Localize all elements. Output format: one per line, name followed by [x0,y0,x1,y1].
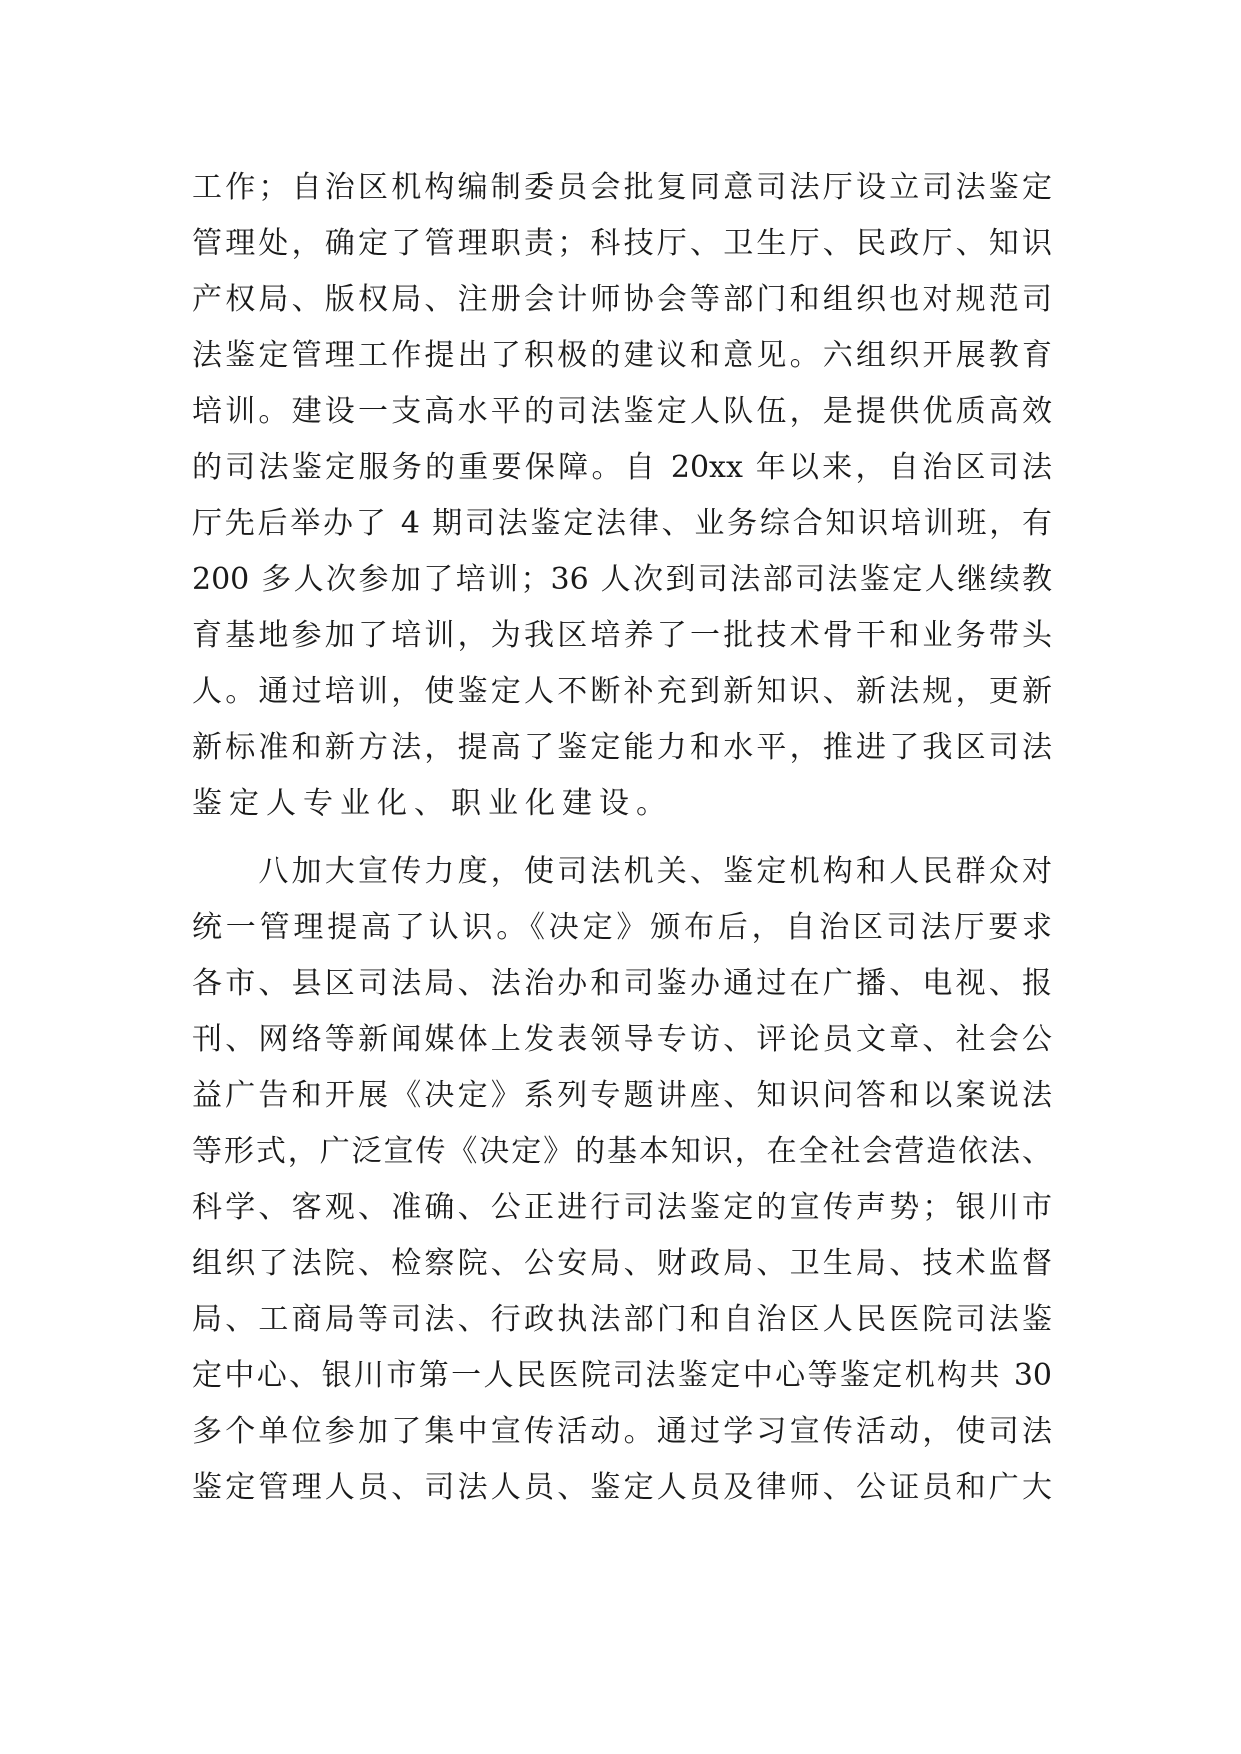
text-line: 八加大宣传力度，使司法机关、鉴定机构和人民群众对 [192,854,1052,889]
document-body [192,160,1052,1516]
text-line: 各市、县区司法局、法治办和司鉴办通过在广播、电视、报 [192,966,1052,1001]
text-line: 组织了法院、检察院、公安局、财政局、卫生局、技术监督 [192,1246,1052,1281]
text-line: 定中心、银川市第一人民医院司法鉴定中心等鉴定机构共 30 [192,1358,1052,1393]
text-line: 工作；自治区机构编制委员会批复同意司法厅设立司法鉴定 [192,170,1052,205]
text-line: 人。通过培训，使鉴定人不断补充到新知识、新法规，更新 [192,674,1052,709]
text-line: 新标准和新方法，提高了鉴定能力和水平，推进了我区司法 [192,730,1052,765]
text-line: 的司法鉴定服务的重要保障。自 20xx 年以来，自治区司法 [192,450,1052,485]
text-line: 等形式，广泛宣传《决定》的基本知识，在全社会营造依法、 [192,1134,1052,1169]
text-line: 局、工商局等司法、行政执法部门和自治区人民医院司法鉴 [192,1302,1052,1337]
text-line: 200 多人次参加了培训；36 人次到司法部司法鉴定人继续教 [192,562,1052,597]
text-line: 厅先后举办了 4 期司法鉴定法律、业务综合知识培训班，有 [192,506,1052,541]
text-line: 多个单位参加了集中宣传活动。通过学习宣传活动，使司法 [192,1414,1052,1449]
text-line: 法鉴定管理工作提出了积极的建议和意见。六组织开展教育 [192,338,1052,373]
text-line: 育基地参加了培训，为我区培养了一批技术骨干和业务带头 [192,618,1052,653]
text-line: 培训。建设一支高水平的司法鉴定人队伍，是提供优质高效 [192,394,1052,429]
paragraph-2 [192,844,1052,1516]
paragraph-spacer [192,832,1052,844]
text-line: 鉴定管理人员、司法人员、鉴定人员及律师、公证员和广大 [192,1470,1052,1505]
text-line: 刊、网络等新闻媒体上发表领导专访、评论员文章、社会公 [192,1022,1052,1057]
text-line-last: 鉴定人专业化、职业化建设。 [192,786,673,821]
text-line: 益广告和开展《决定》系列专题讲座、知识问答和以案说法 [192,1078,1052,1113]
text-line: 科学、客观、准确、公正进行司法鉴定的宣传声势；银川市 [192,1190,1052,1225]
text-line: 统一管理提高了认识。《决定》颁布后，自治区司法厅要求 [192,910,1052,945]
text-line: 管理处，确定了管理职责；科技厅、卫生厅、民政厅、知识 [192,226,1052,261]
text-line: 产权局、版权局、注册会计师协会等部门和组织也对规范司 [192,282,1052,317]
paragraph-1 [192,160,1052,832]
